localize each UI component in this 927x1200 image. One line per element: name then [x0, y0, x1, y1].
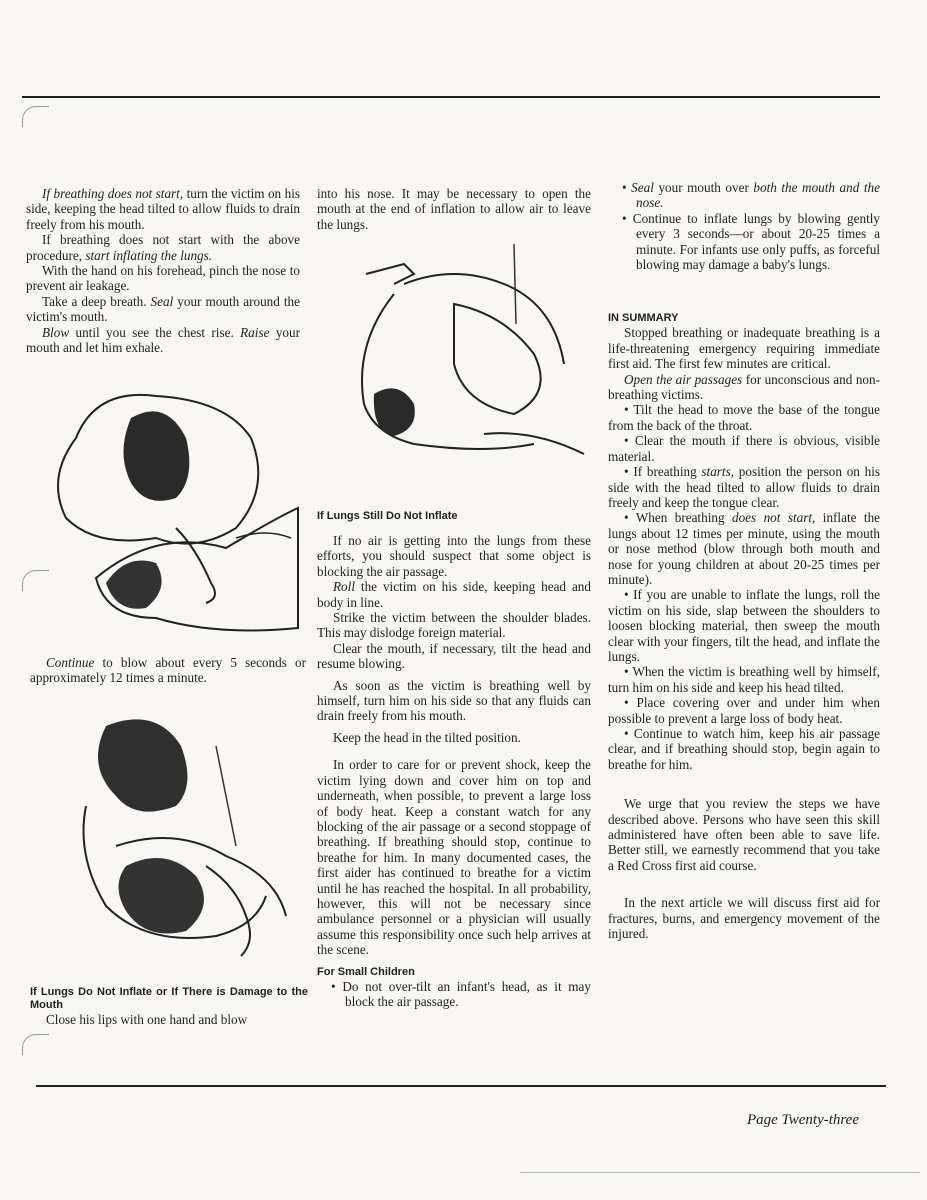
bullet-item — [608, 433, 880, 464]
paragraph: As soon as the victim is breathing well by himself, turn him on his side so that any fluids can drain freely from his mouth. — [317, 677, 591, 724]
paragraph: With the hand on his forehead, pinch the nose to prevent air leakage. — [26, 263, 300, 294]
column-left — [26, 186, 300, 355]
text: If you are unable to inflate the lungs, roll the victim on his side, slap between the shoulders to loosen blocking material, then sweep the mouth clear with your fingers, tilt the head, and inflate the lungs. — [608, 587, 881, 664]
illustration-back-blows — [334, 244, 586, 492]
emphasis: both the mouth and the nose. — [636, 180, 880, 211]
column-left-continued — [30, 655, 306, 686]
emphasis: does not start, — [731, 510, 816, 526]
text: for unconscious and non-breathing victims. — [608, 371, 880, 403]
text: Tilt the head to move the base of the tongue from the back of the throat. — [608, 402, 880, 433]
paragraph: Keep the head in the tilted position. — [333, 729, 521, 745]
bullet: • — [624, 695, 629, 711]
paragraph: Strike the victim between the shoulder blades. This may dislodge foreign material. — [317, 610, 591, 641]
bullet-item — [317, 979, 591, 1010]
emphasis: starts, — [701, 464, 735, 480]
bullet: • — [624, 587, 629, 603]
bullet: • — [331, 978, 336, 994]
paragraph — [317, 579, 591, 610]
column-middle — [317, 186, 591, 232]
paragraph — [608, 372, 880, 403]
bullet: • — [624, 402, 629, 418]
column-right — [608, 180, 880, 941]
bullet: • — [622, 210, 627, 226]
text: turn the victim on his side, keeping the head tilted to allow fluids to drain freely from his mouth. — [26, 186, 300, 232]
bullet: • — [624, 726, 629, 741]
text: inflate the lungs about 12 times per minute, using the mouth or nose method (blow through both mouth and nose for young children at about 20-25 times per minute). — [608, 510, 881, 587]
bullet-item — [608, 695, 880, 726]
paragraph: into his nose. It may be necessary to open the mouth at the end of inflation to allow air to leave the lungs. — [317, 186, 591, 232]
paragraph — [26, 232, 300, 263]
bullet: • — [624, 510, 629, 526]
bullet: • — [622, 180, 627, 195]
text: the victim on his side, keeping head and body in line. — [317, 579, 591, 610]
text: If breathing — [633, 464, 702, 480]
emphasis: Raise — [240, 324, 270, 340]
paragraph: Clear the mouth, if necessary, tilt the head and resume blowing. — [317, 640, 591, 672]
text: Continue to inflate lungs by blowing gently every 3 seconds—or about 20-25 times a minute. For infants use only puffs, as forceful blowing may damage a baby's lungs. — [632, 210, 881, 273]
page-number: Page Twenty-three — [746, 1112, 859, 1128]
emphasis: Seal — [631, 180, 654, 195]
emphasis: If breathing does not start, — [42, 186, 184, 201]
column-left-bottom — [30, 986, 308, 1027]
bullet-item — [608, 211, 880, 273]
bullet-item — [608, 510, 880, 587]
bullet: • — [624, 664, 629, 680]
illustration-mouth-to-mouth — [36, 378, 304, 636]
paragraph: In the next article we will discuss first aid for fractures, burns, and emergency movement of the injured. — [608, 895, 880, 942]
paragraph — [26, 294, 300, 325]
text: Take a deep breath. — [42, 293, 151, 309]
bullet-item — [608, 464, 880, 510]
paragraph: Stopped breathing or inadequate breathing is a life-threatening emergency requiring immediate first aid. The first few minutes are critical. — [608, 325, 880, 372]
bullet-item — [608, 664, 880, 695]
text: When the victim is breathing well by himself, turn him on his side and keep his head tilted. — [608, 664, 881, 695]
text: Continue to watch him, keep his air passage clear, and if breathing should stop, begin again to breathe for him. — [608, 726, 880, 772]
text: If breathing does not start with the above procedure, — [26, 232, 300, 263]
paragraph: If no air is getting into the lungs from these efforts, you should suspect that some object is blocking the air passage. — [317, 533, 591, 579]
paragraph: We urge that you review the steps we have described above. Persons who have seen this skill administered have often been able to save life. Better still, we earnestly recommend that you take a Red Cross first aid course. — [608, 796, 880, 873]
binder-hole-mark — [22, 1034, 49, 1055]
emphasis: Roll — [333, 579, 355, 595]
bullet-item — [608, 402, 880, 433]
text: your mouth around the victim's mouth. — [26, 293, 300, 325]
divider — [520, 1172, 920, 1173]
top-rule — [22, 96, 880, 98]
emphasis: start inflating the lungs. — [85, 247, 213, 263]
paragraph: Close his lips with one hand and blow — [46, 1012, 248, 1027]
text: When breathing — [635, 510, 732, 526]
bullet-item — [608, 587, 880, 664]
emphasis: Seal — [150, 293, 174, 309]
bullet: • — [624, 433, 629, 449]
text: your mouth over — [653, 180, 754, 195]
bottom-rule — [36, 1085, 886, 1087]
text: until you see the chest rise. — [69, 324, 241, 340]
column-middle-lower — [317, 510, 591, 1009]
emphasis: Continue — [46, 655, 95, 670]
illustration-mouth-to-nose — [66, 706, 296, 976]
emphasis: Blow — [42, 324, 70, 340]
section-heading: IN SUMMARY — [608, 312, 679, 325]
bullet-item — [608, 180, 880, 211]
section-heading: If Lungs Still Do Not Inflate — [317, 510, 458, 522]
paragraph — [30, 655, 306, 686]
paragraph: In order to care for or prevent shock, keep the victim lying down and cover him on top and underneath, when possible, to prevent a large loss of body heat. Keep a constant watch for any blocking of the air passage or a second stoppage of breathing. If breathing should stop, continue to breathe for him. In many documented cases, the first aider has continued to breathe for a victim until he has reached the hospital. In all probability, however, this will not be necessary since ambulance personnel or a physician will usually assume this responsibility once such help arrives at the scene. — [317, 757, 591, 958]
section-heading: If Lungs Do Not Inflate or If There is Damage to the Mouth — [30, 986, 308, 1011]
text: Do not over-tilt an infant's head, as it may block the air passage. — [342, 978, 592, 1009]
text: your mouth and let him exhale. — [26, 324, 300, 356]
paragraph — [26, 325, 300, 356]
text: position the person on his side with the head tilted to allow fluids to drain freely and keep the tongue clear. — [608, 464, 880, 510]
text: Place covering over and under him when possible to prevent a large loss of body heat. — [608, 695, 880, 726]
bullet-item — [608, 726, 880, 772]
bullet: • — [624, 464, 629, 480]
binder-hole-mark — [22, 106, 49, 127]
emphasis: Open the air passages — [624, 371, 743, 387]
section-heading: For Small Children — [317, 965, 415, 978]
text: Clear the mouth if there is obvious, visible material. — [608, 433, 881, 464]
paragraph — [26, 186, 300, 232]
text: to blow about every 5 seconds or approximately 12 times a minute. — [30, 655, 306, 686]
